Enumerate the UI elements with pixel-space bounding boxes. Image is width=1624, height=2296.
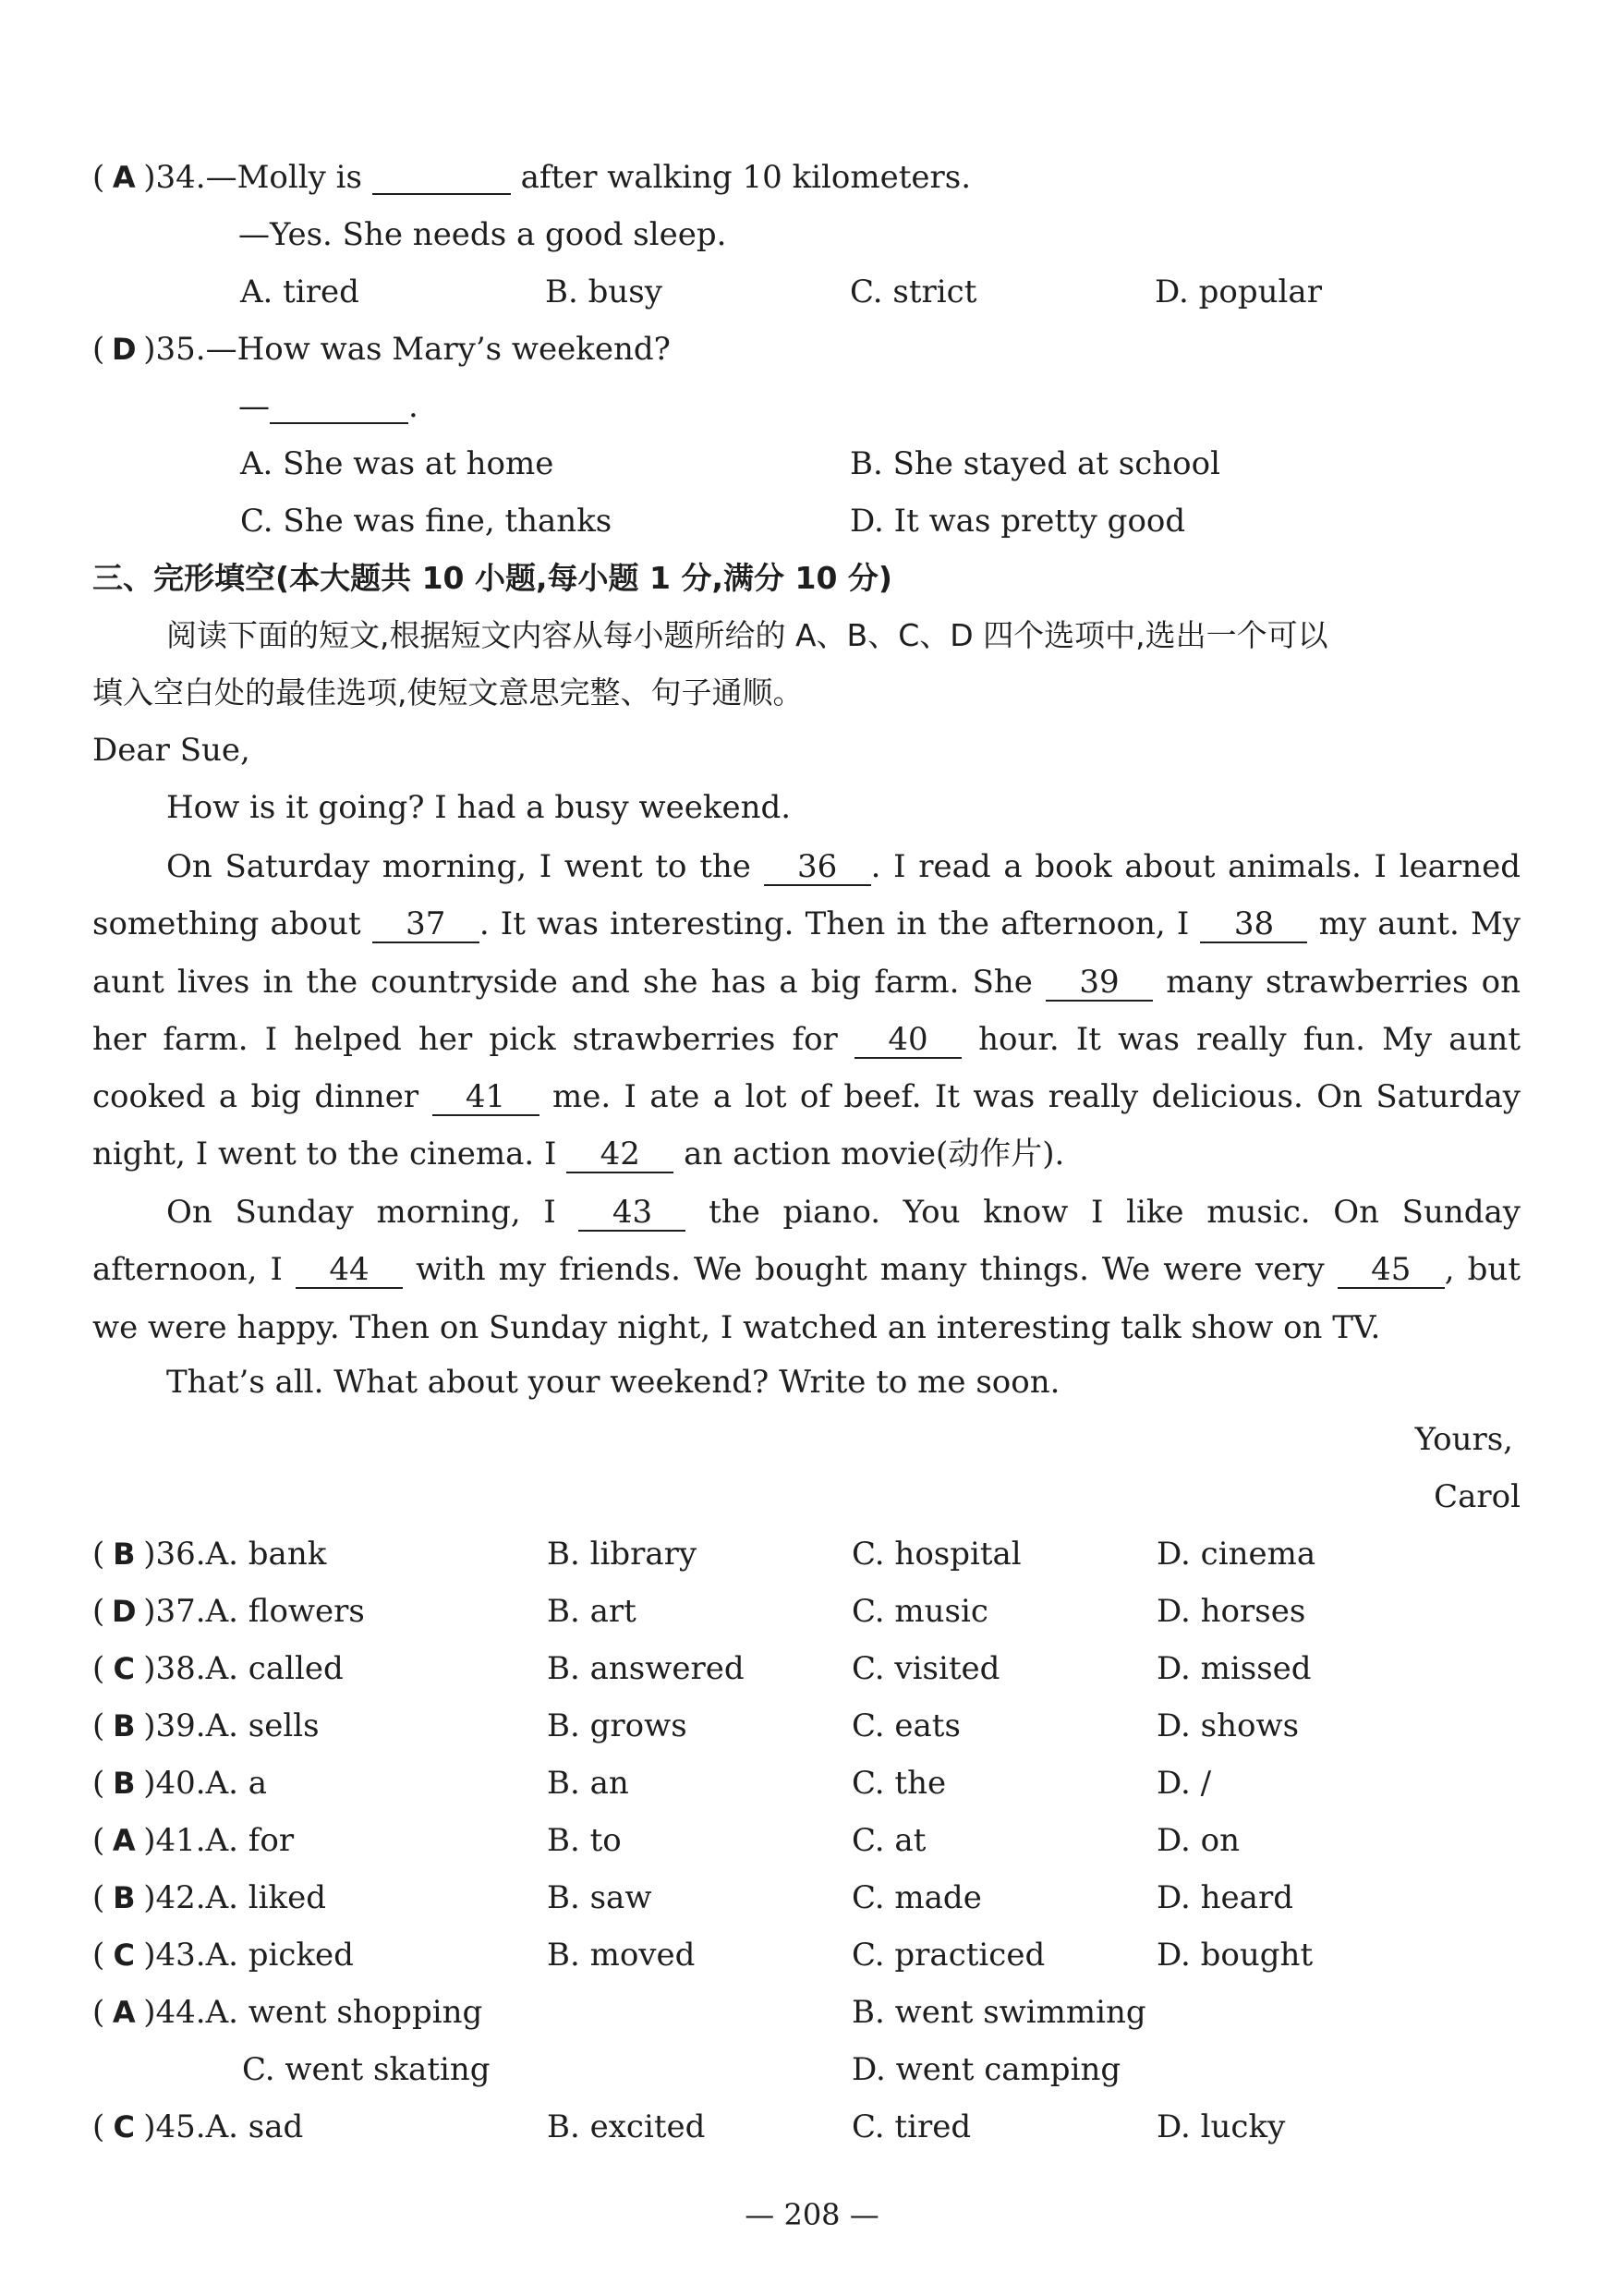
question-number: )34. (143, 159, 206, 196)
question-43 (92, 1935, 354, 1975)
text: On Saturday morning, I went to the (166, 848, 751, 885)
answer-38: C (113, 1651, 135, 1686)
letter-paragraph-1: How is it going? I had a busy weekend. (166, 789, 792, 826)
option-b: B. excited (547, 2108, 706, 2145)
answer-45: C (113, 2109, 135, 2144)
cloze-blank-38: 38 (1200, 906, 1307, 943)
answer-39: B (113, 1708, 136, 1743)
question-34 (92, 157, 971, 198)
cloze-blank-40: 40 (854, 1022, 962, 1059)
cloze-blank-42: 42 (566, 1136, 673, 1173)
option-a: A. flowers (205, 1593, 365, 1630)
stem-post: after walking 10 kilometers. (520, 159, 972, 196)
letter-paragraph-4: That’s all. What about your weekend? Write to me soon. (166, 1364, 1060, 1401)
question-number: )40. (143, 1765, 206, 1802)
question-41 (92, 1820, 294, 1861)
option-b: B. saw (547, 1879, 652, 1916)
option-d: D. bought (1157, 1937, 1314, 1974)
option-d: D. lucky (1157, 2108, 1286, 2145)
paren: ( (92, 1765, 105, 1802)
paren: ( (92, 1650, 105, 1687)
option-c: C. made (852, 1879, 982, 1916)
paren: ( (92, 331, 105, 368)
letter-closing: Yours, (1414, 1421, 1513, 1458)
paren: ( (92, 1879, 105, 1916)
paren: ( (92, 1822, 105, 1859)
question-number: )36. (143, 1536, 206, 1573)
paren: ( (92, 1536, 105, 1573)
option-a: A. liked (205, 1879, 327, 1916)
question-number: )35. (143, 331, 206, 368)
text: my aunt. My aunt lives in the countryside and she has a big farm. She (92, 905, 1521, 1001)
option-a: A. sells (205, 1707, 320, 1744)
question-44 (92, 1992, 482, 2033)
answer-43: C (113, 1938, 135, 1973)
option-b: B. art (547, 1593, 636, 1630)
question-36 (92, 1534, 326, 1574)
option-c: C. at (852, 1822, 927, 1859)
option-d: D. went camping (852, 2051, 1121, 2088)
answer-35: D (111, 332, 137, 367)
paren: ( (92, 1937, 105, 1974)
question-42 (92, 1877, 326, 1918)
cloze-blank-37: 37 (372, 906, 479, 943)
question-number: )44. (143, 1994, 206, 2031)
question-45 (92, 2107, 303, 2147)
option-b: B. an (547, 1765, 629, 1802)
option-b: B. grows (547, 1707, 687, 1744)
page-number: — 208 — (745, 2197, 879, 2232)
paren: ( (92, 1994, 105, 2031)
option-a: A. sad (205, 2108, 304, 2145)
instruction-line-2: 填入空白处的最佳选项,使短文意思完整、句子通顺。 (92, 674, 804, 711)
cloze-blank-44: 44 (296, 1252, 403, 1289)
question-number: )37. (143, 1593, 206, 1630)
letter-greeting: Dear Sue, (92, 732, 250, 769)
paren: ( (92, 1593, 105, 1630)
answer-37: D (111, 1594, 137, 1629)
q34-reply: —Yes. She needs a good sleep. (238, 216, 727, 253)
text: , but we were happy. Then on Sunday night, I watched an interesting talk show on TV. (92, 1251, 1521, 1346)
question-39 (92, 1706, 320, 1746)
option: D. It was pretty good (850, 503, 1186, 540)
option-b: B. moved (547, 1937, 696, 1974)
option-d: D. missed (1157, 1650, 1312, 1687)
option-c: C. practiced (852, 1937, 1046, 1974)
option-a: A. for (205, 1822, 295, 1859)
option-d: D. horses (1157, 1593, 1306, 1630)
stem-pre: —Molly is (205, 159, 362, 196)
text: . It was interesting. Then in the afternoon, I (479, 905, 1190, 943)
question-number: )42. (143, 1879, 206, 1916)
option-d: D. cinema (1157, 1536, 1316, 1573)
answer-41: A (112, 1823, 136, 1858)
stem: —How was Mary’s weekend? (205, 331, 671, 368)
option-d: D. heard (1157, 1879, 1293, 1916)
option: A. She was at home (240, 445, 554, 482)
option: D. popular (1155, 273, 1322, 310)
letter-paragraph-3 (92, 1184, 1521, 1356)
text: an action movie(动作片). (684, 1136, 1065, 1173)
cloze-blank-36: 36 (764, 849, 871, 886)
text: hour. It was really fun. My aunt cooked a big dinner (92, 1020, 1521, 1116)
question-number: )38. (143, 1650, 206, 1687)
option-c: C. music (852, 1593, 988, 1630)
cloze-blank-39: 39 (1046, 965, 1153, 1002)
question-38 (92, 1648, 344, 1689)
answer-42: B (113, 1880, 136, 1915)
text: many strawberries on her farm. I helped her pick strawberries for (92, 963, 1521, 1058)
option-c: C. tired (852, 2108, 972, 2145)
option-c: C. went skating (242, 2051, 491, 2088)
option-d: D. on (1157, 1822, 1241, 1859)
q35-reply-line (238, 386, 418, 427)
paren: ( (92, 159, 105, 196)
question-35 (92, 329, 671, 370)
letter-signature: Carol (1434, 1478, 1521, 1515)
option-d: D. / (1157, 1765, 1212, 1802)
option: B. busy (545, 273, 662, 310)
text: with my friends. We bought many things. We were very (416, 1251, 1325, 1289)
option-c: C. hospital (852, 1536, 1022, 1573)
section-heading: 三、完形填空(本大题共 10 小题,每小题 1 分,满分 10 分) (92, 560, 892, 596)
text: . I read a book about animals. I learned something about (92, 848, 1521, 943)
cloze-blank-45: 45 (1338, 1252, 1445, 1289)
answer-34: A (112, 160, 136, 195)
option-a: A. picked (205, 1937, 354, 1974)
option: C. She was fine, thanks (240, 503, 612, 540)
option-a: A. bank (205, 1536, 327, 1573)
answer-44: A (112, 1995, 136, 2030)
instruction-line-1: 阅读下面的短文,根据短文内容从每小题所给的 A、B、C、D 四个选项中,选出一个可以 (166, 617, 1328, 653)
option-c: C. eats (852, 1707, 961, 1744)
cloze-blank-41: 41 (432, 1079, 539, 1116)
option-c: C. the (852, 1765, 947, 1802)
question-40 (92, 1763, 267, 1804)
option: A. tired (240, 273, 359, 310)
dash: — (238, 388, 270, 425)
text: me. I ate a lot of beef. It was really delicious. On Saturday night, I went to the cinema. I (92, 1078, 1521, 1173)
question-37 (92, 1591, 365, 1632)
cloze-blank-43: 43 (578, 1195, 685, 1232)
letter-paragraph-2 (92, 838, 1521, 1184)
answer-40: B (113, 1766, 136, 1801)
option: C. strict (850, 273, 977, 310)
paren: ( (92, 1707, 105, 1744)
option-b: B. library (547, 1536, 697, 1573)
paren: ( (92, 2108, 105, 2145)
option-d: D. shows (1157, 1707, 1300, 1744)
option-a: A. went shopping (205, 1994, 483, 2031)
option-c: C. visited (852, 1650, 1000, 1687)
question-number: )39. (143, 1707, 206, 1744)
option-a: A. called (205, 1650, 344, 1687)
option: B. She stayed at school (850, 445, 1220, 482)
option-b: B. went swimming (852, 1994, 1146, 2031)
question-number: )45. (143, 2108, 206, 2145)
answer-36: B (113, 1537, 136, 1572)
option-b: B. answered (547, 1650, 745, 1687)
option-b: B. to (547, 1822, 622, 1859)
option-a: A. a (205, 1765, 268, 1802)
question-number: )41. (143, 1822, 206, 1859)
question-number: )43. (143, 1937, 206, 1974)
text: On Sunday morning, I (166, 1194, 556, 1231)
text: the piano. You know I like music. On Sunday afternoon, I (92, 1194, 1521, 1289)
period: . (408, 388, 418, 425)
blank (270, 391, 408, 424)
blank (372, 162, 511, 195)
